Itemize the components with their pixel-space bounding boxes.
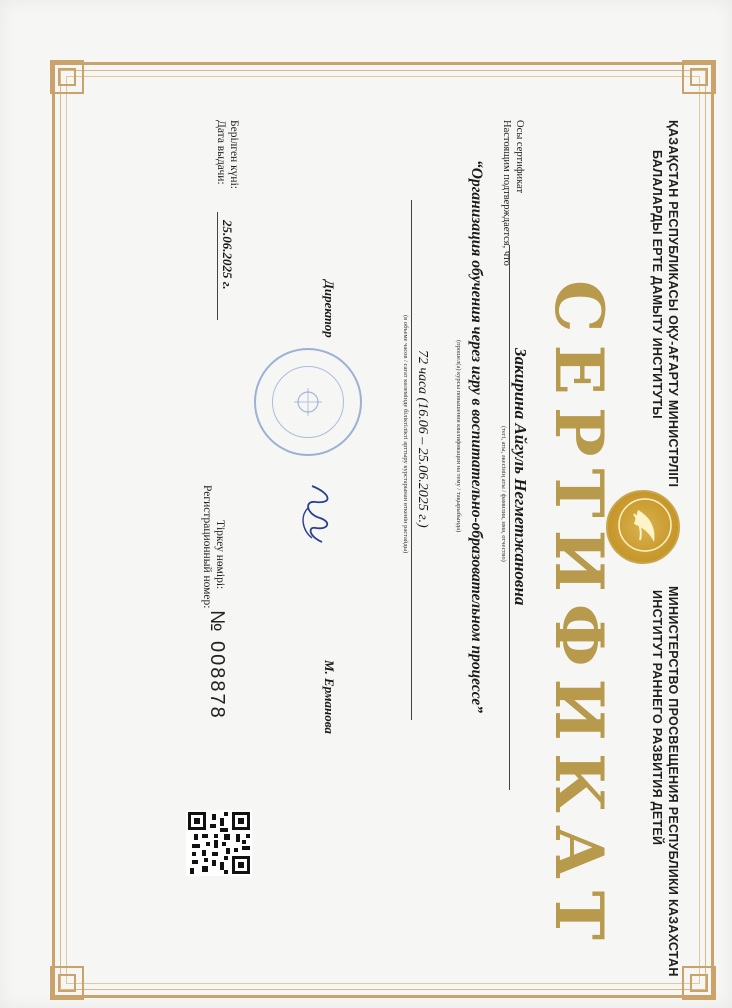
header-kz-ministry: ҚАЗАҚСТАН РЕСПУБЛИКАСЫ ОҚУ-АҒАРТУ МИНИСТРЛІГІ <box>666 120 680 488</box>
issue-label-ru: Дата выдачи: <box>215 120 227 185</box>
recipient-name-line <box>509 245 510 790</box>
issue-date: 25.06.2025 г. <box>220 220 235 290</box>
issue-label-kz: Берілген күні: <box>228 120 240 189</box>
frame-corner-bottom-left <box>50 966 84 1000</box>
director-name: М. Ерманова <box>322 660 337 734</box>
reg-number: № 008878 <box>206 610 228 720</box>
reg-label-kz: Тіркеу нөмірі: <box>214 520 226 590</box>
course-hours-caption: (в объеме часов / сағат көлемінде біліктілікті арттыру курстарынан өткенін растайды) <box>402 315 409 554</box>
course-hours-line <box>411 200 412 720</box>
header-kz-institute: БАЛАЛАРДЫ ЕРТЕ ДАМЫТУ ИНСТИТУТЫ <box>650 150 664 419</box>
reg-label-ru: Регистрационный номер: <box>201 485 213 609</box>
signature-icon <box>298 480 342 552</box>
recipient-name: Закирина Айгуль Негметжановна <box>511 348 530 606</box>
frame-corner-top-left <box>50 60 84 94</box>
course-title: “Организация обучения через игру в воспитательно-образовательном процессе” <box>468 160 485 714</box>
official-stamp-icon <box>254 348 362 456</box>
header-ru-ministry: МИНИСТЕРСТВО ПРОСВЕЩЕНИЯ РЕСПУБЛИКИ КАЗАХСТАН <box>666 586 680 977</box>
qr-code-icon <box>186 810 252 876</box>
recipient-name-caption: (тегі, аты, әкесінің аты / фамилия, имя, отчество) <box>500 426 507 562</box>
frame-corner-bottom-right <box>682 966 716 1000</box>
director-label: Директор <box>322 280 337 338</box>
header-ru-institute: ИНСТИТУТ РАННЕГО РАЗВИТИЯ ДЕТЕЙ <box>650 590 664 846</box>
intro-kz: Осы сертификат <box>514 120 525 194</box>
course-hours: 72 часа (16.06 – 25.06.2025 г.) <box>415 350 430 528</box>
issue-date-line <box>217 212 218 320</box>
course-caption: (прошел(а) курсы повышения квалификации на тему / тақырыбында) <box>455 340 462 533</box>
certificate-title: СЕРТИФИКАТ <box>540 280 618 952</box>
certificate-content <box>80 90 680 977</box>
frame-corner-top-right <box>682 60 716 94</box>
intro-ru: Настоящим подтверждается, что <box>501 120 512 266</box>
